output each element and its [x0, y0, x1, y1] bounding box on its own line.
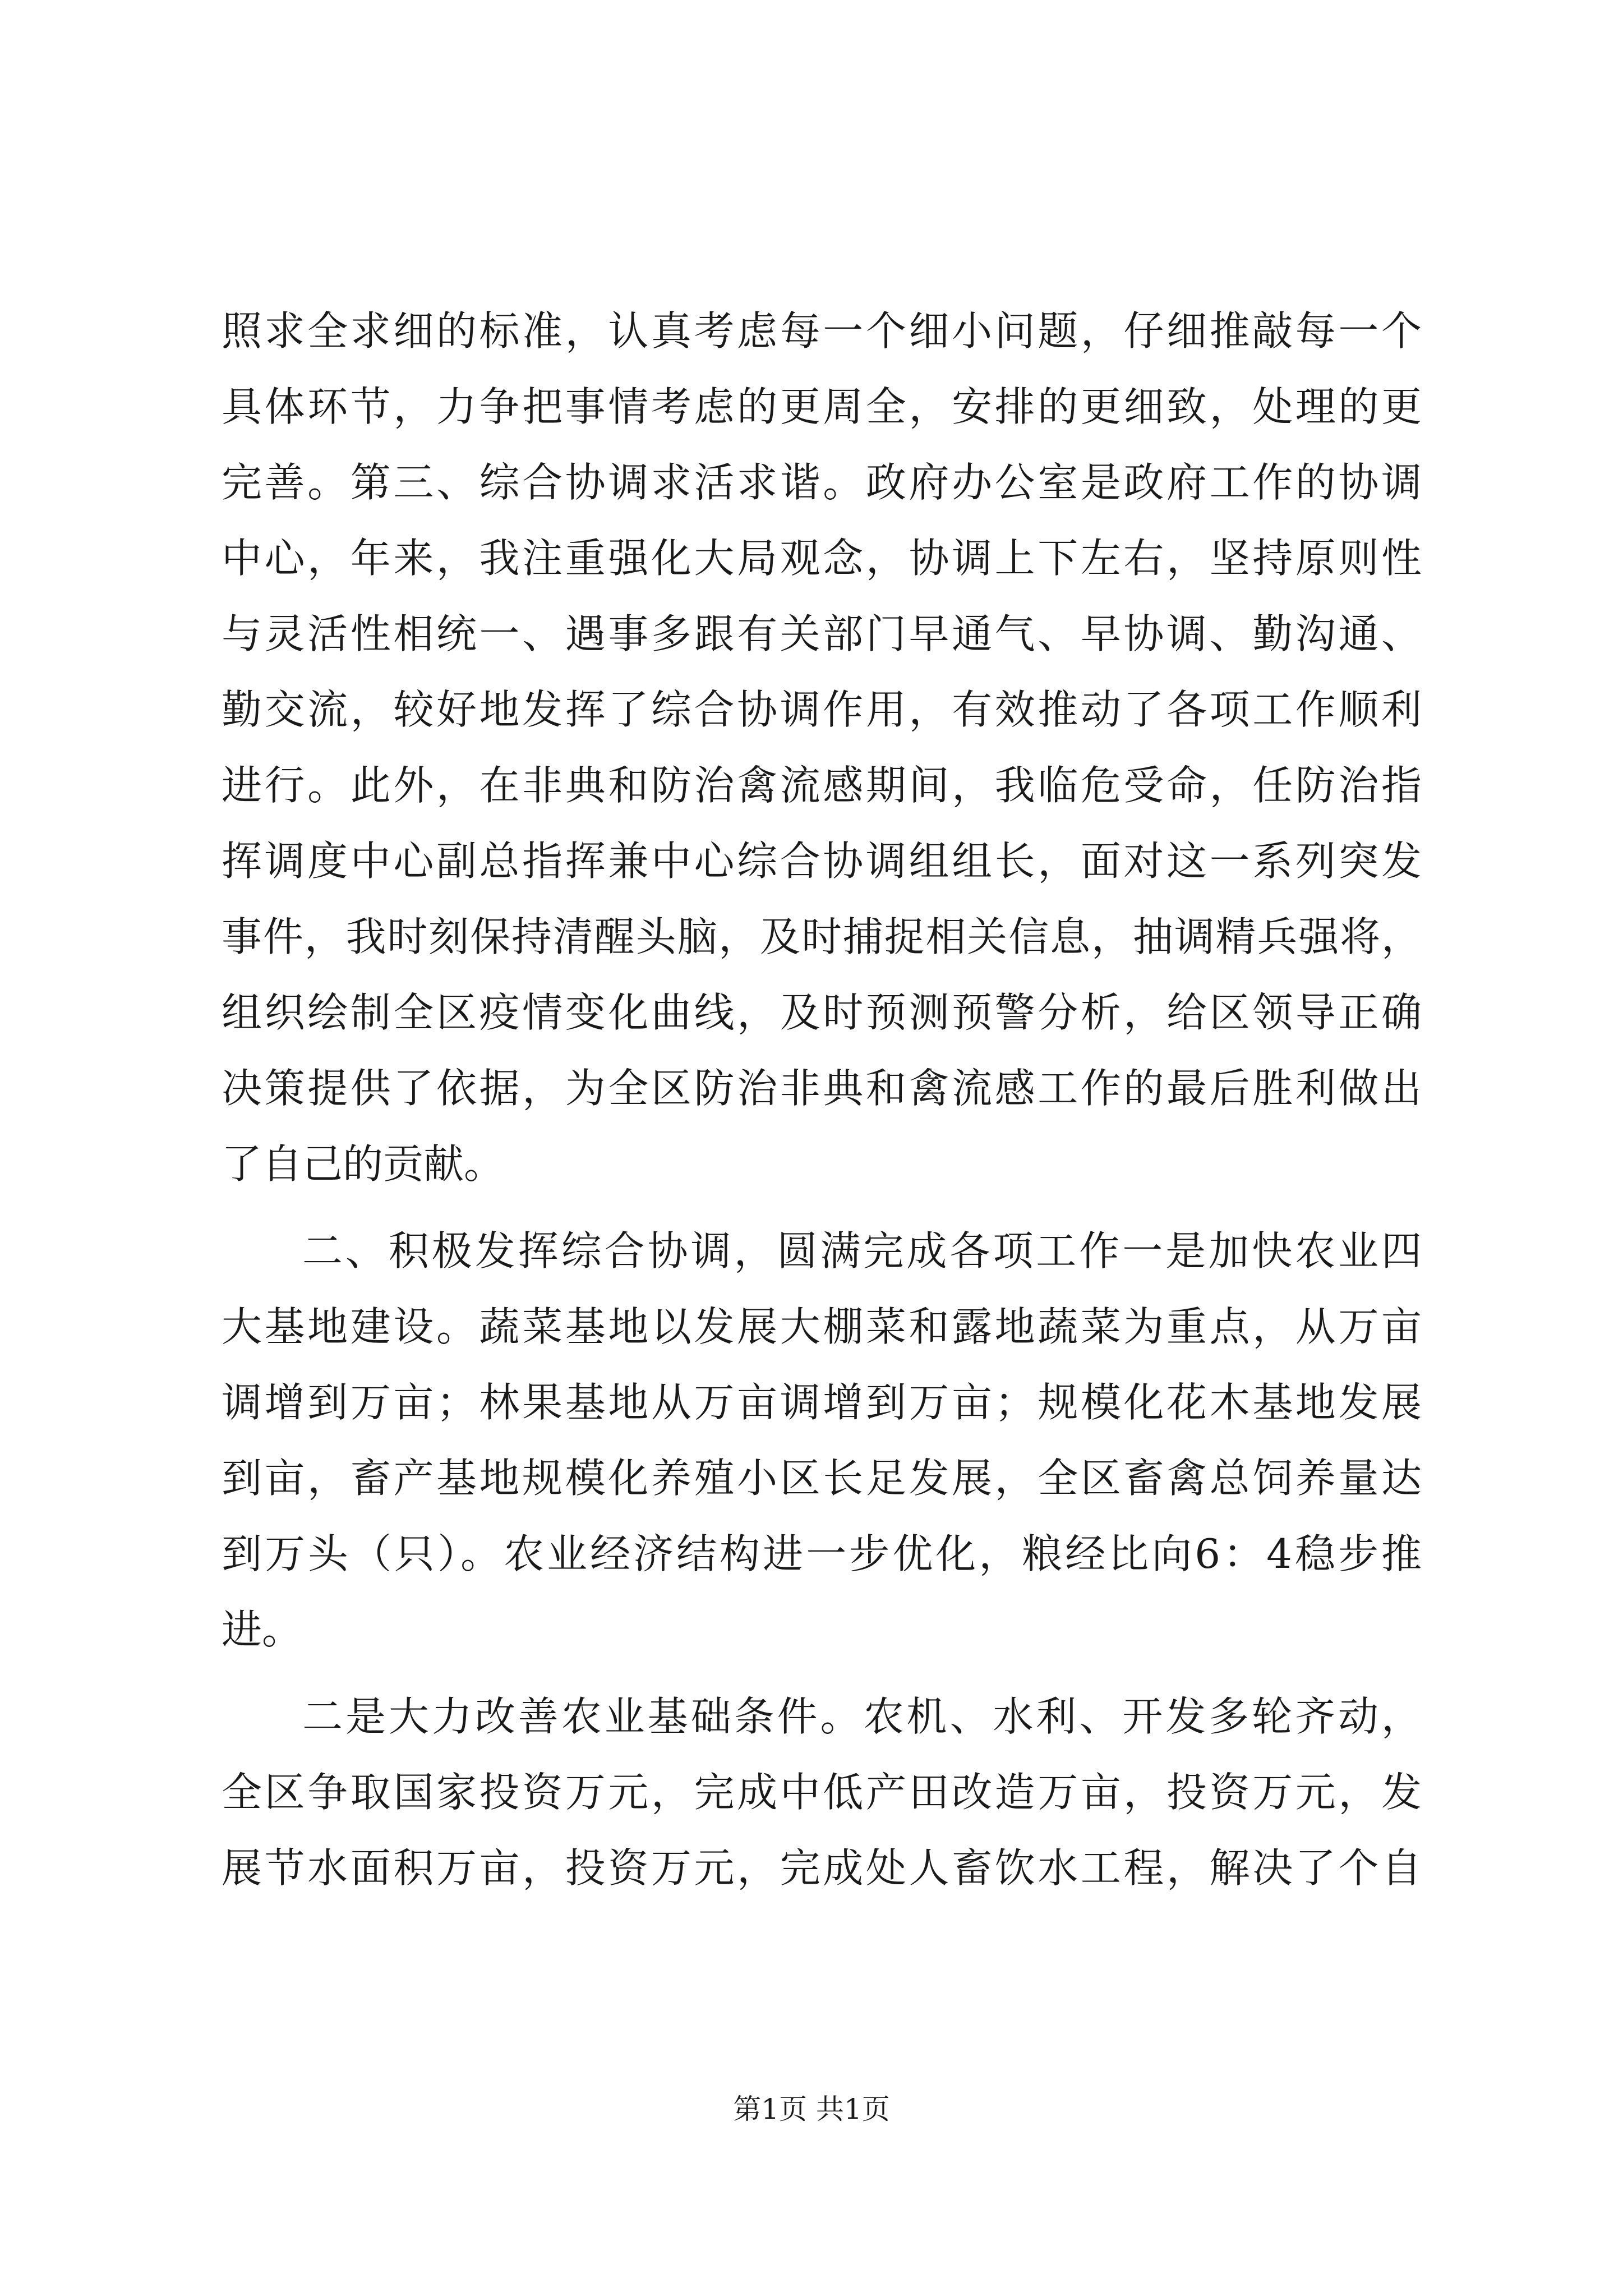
- text-line: 勤交流，较好地发挥了综合协调作用，有效推动了各项工作顺利: [222, 686, 1422, 733]
- text-line: 中心，年来，我注重强化大局观念，协调上下左右，坚持原则性: [222, 535, 1422, 582]
- text-line: 与灵活性相统一、遇事多跟有关部门早通气、早协调、勤沟通、: [222, 610, 1422, 657]
- text-line: 展节水面积万亩，投资万元，完成处人畜饮水工程，解决了个自: [222, 1844, 1422, 1892]
- text-line: 事件，我时刻保持清醒头脑，及时捕捉相关信息，抽调精兵强将，: [222, 913, 1422, 960]
- text-line: 决策提供了依据，为全区防治非典和禽流感工作的最后胜利做出: [222, 1065, 1422, 1112]
- text-line: 二是大力改善农业基础条件。农机、水利、开发多轮齐动，: [302, 1693, 1422, 1740]
- text-line: 到万头（只）。农业经济结构进一步优化，粮经比向6：4稳步推: [222, 1530, 1422, 1577]
- text-line: 挥调度中心副总指挥兼中心综合协调组组长，面对这一系列突发: [222, 838, 1422, 885]
- page-footer: 第1页 共1页: [733, 2093, 890, 2125]
- text-line: 全区争取国家投资万元，完成中低产田改造万亩，投资万元，发: [222, 1769, 1422, 1816]
- text-line: 到亩，畜产基地规模化养殖小区长足发展，全区畜禽总饲养量达: [222, 1455, 1422, 1502]
- text-line: 具体环节，力争把事情考虑的更周全，安排的更细致，处理的更: [222, 383, 1422, 430]
- text-line: 大基地建设。蔬菜基地以发展大棚菜和露地蔬菜为重点，从万亩: [222, 1303, 1422, 1350]
- text-line: 调增到万亩；林果基地从万亩调增到万亩；规模化花木基地发展: [222, 1379, 1422, 1426]
- text-line: 照求全求细的标准，认真考虑每一个细小问题，仔细推敲每一个: [222, 307, 1422, 355]
- text-line: 了自己的贡献。: [222, 1140, 505, 1188]
- text-line: 进行。此外，在非典和防治禽流感期间，我临危受命，任防治指: [222, 762, 1422, 809]
- text-line: 进。: [222, 1606, 303, 1653]
- text-line: 组织绘制全区疫情变化曲线，及时预测预警分析，给区领导正确: [222, 989, 1422, 1036]
- text-line: 完善。第三、综合协调求活求谐。政府办公室是政府工作的协调: [222, 459, 1422, 506]
- text-line: 二、积极发挥综合协调，圆满完成各项工作一是加快农业四: [302, 1227, 1422, 1274]
